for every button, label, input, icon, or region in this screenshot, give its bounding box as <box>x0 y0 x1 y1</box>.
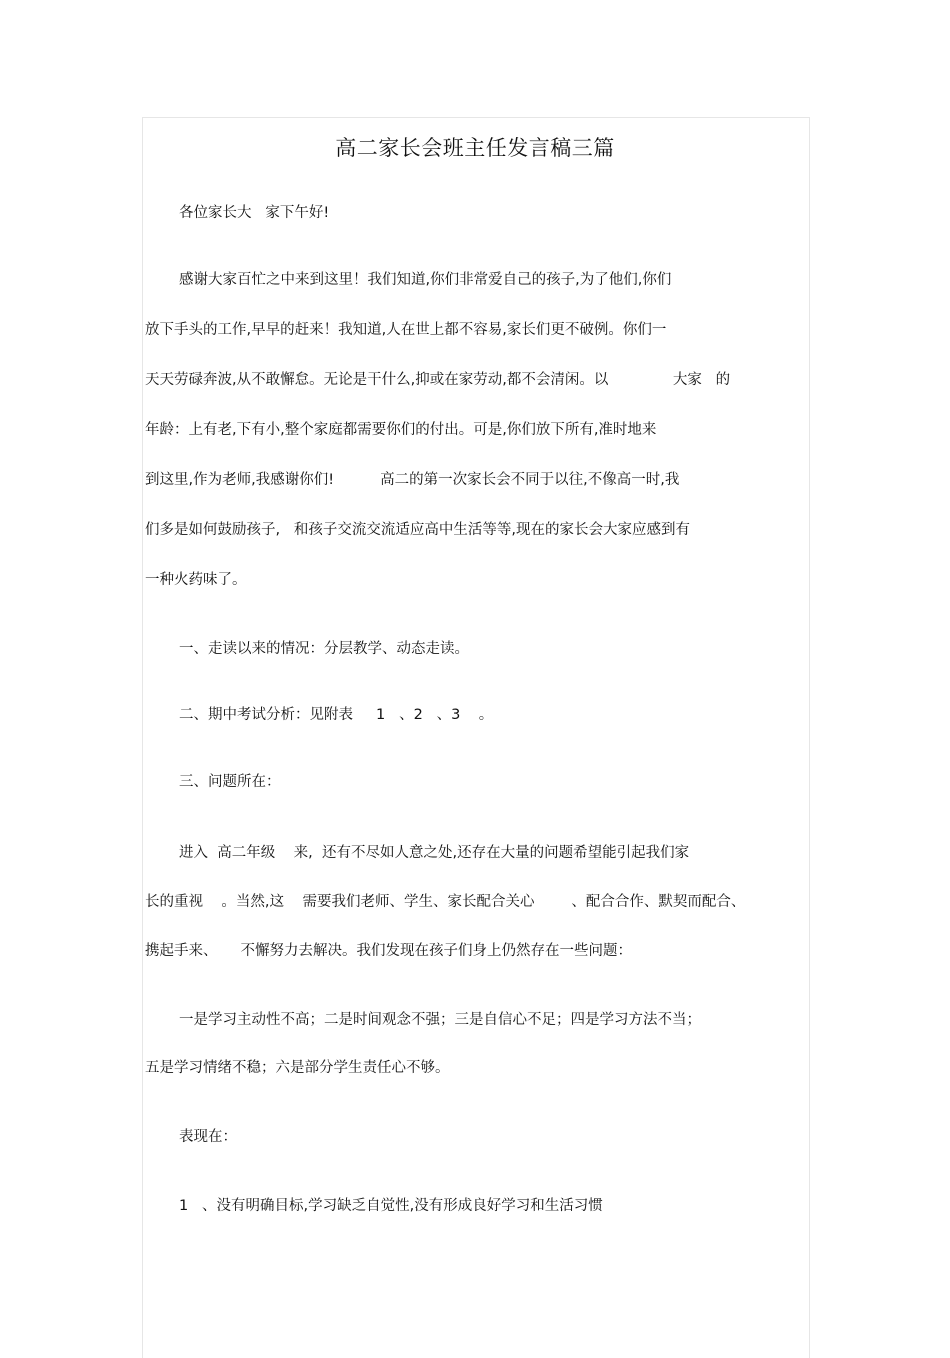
paragraph-line: 长的重视 。当然,这 需要我们老师、学生、家长配合关心 、配合合作、默契而配合、 <box>145 894 746 910</box>
page-frame <box>142 117 810 1358</box>
paragraph-line: 放下手头的工作,早早的赶来！我知道,人在世上都不容易,家长们更不破例。你们一 <box>145 322 667 338</box>
greeting: 各位家长大 家下午好! <box>179 205 330 221</box>
paragraph-line: 们多是如何鼓励孩子, 和孩子交流交流适应高中生活等等,现在的家长会大家应感到有 <box>145 522 691 538</box>
paragraph-line: 五是学习情绪不稳；六是部分学生责任心不够。 <box>145 1060 450 1076</box>
section-heading: 三、问题所在： <box>179 774 281 790</box>
paragraph-line: 表现在： <box>179 1129 237 1145</box>
document-title: 高二家长会班主任发言稿三篇 <box>335 136 615 160</box>
section-heading: 二、期中考试分析：见附表 1 、2 、3 。 <box>179 707 494 723</box>
paragraph-line: 进入 高二年级 来, 还有不尽如人意之处,还存在大量的问题希望能引起我们家 <box>179 845 690 861</box>
list-item: 1 、没有明确目标,学习缺乏自觉性,没有形成良好学习和生活习惯 <box>179 1198 603 1214</box>
paragraph-line: 一是学习主动性不高；二是时间观念不强；三是自信心不足；四是学习方法不当； <box>179 1012 701 1028</box>
paragraph-line: 一种火药味了。 <box>145 572 247 588</box>
paragraph-line: 到这里,作为老师,我感谢你们! 高二的第一次家长会不同于以往,不像高一时,我 <box>145 472 680 488</box>
paragraph-line: 年龄：上有老,下有小,整个家庭都需要你们的付出。可是,你们放下所有,准时地来 <box>145 422 657 438</box>
section-heading: 一、走读以来的情况：分层教学、动态走读。 <box>179 641 469 657</box>
paragraph-line: 携起手来、 不懈努力去解决。我们发现在孩子们身上仍然存在一些问题： <box>145 943 633 959</box>
paragraph-line: 天天劳碌奔波,从不敢懈怠。无论是干什么,抑或在家劳动,都不会清闲。以 大家 的 <box>145 372 731 388</box>
paragraph-line: 感谢大家百忙之中来到这里！我们知道,你们非常爱自己的孩子,为了他们,你们 <box>179 272 672 288</box>
